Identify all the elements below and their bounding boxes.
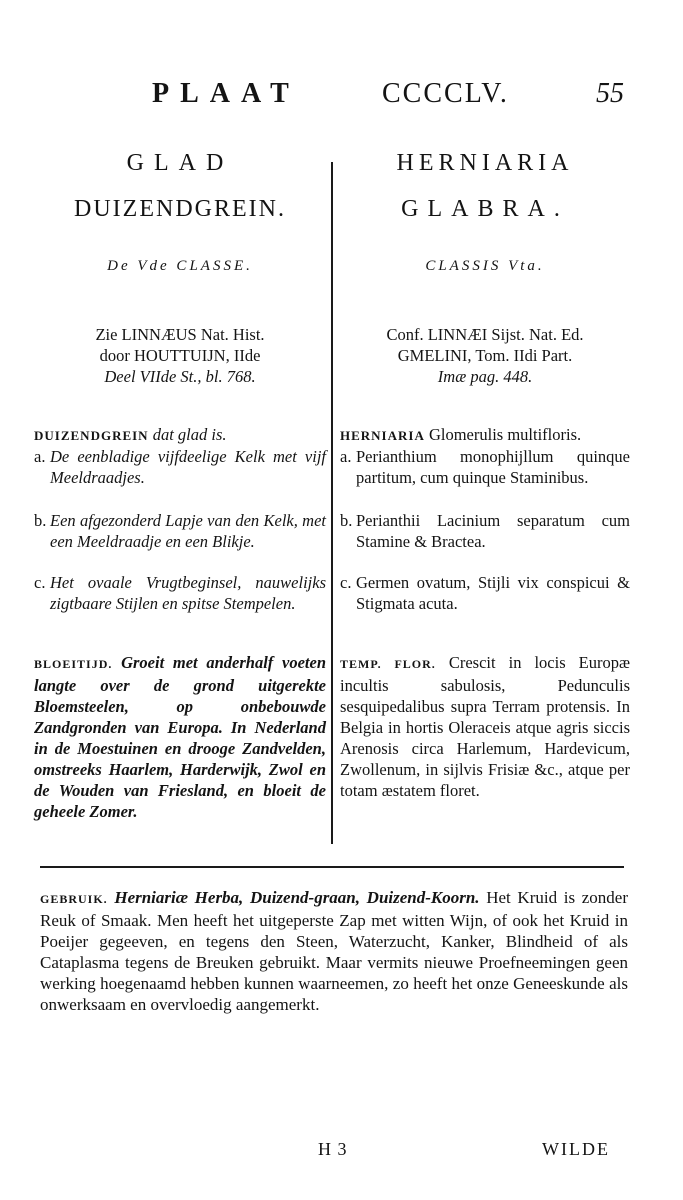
right-def-title: HERNIARIA [340,428,425,443]
left-ref-line-1: Zie LINNÆUS Nat. Hist. [95,325,265,344]
gebruik-label: GEBRUIK. [40,892,108,906]
right-definition [340,424,630,446]
left-def-text: dat glad is. [152,425,227,444]
right-ref-line-2: GMELINI, Tom. IIdi Part. [397,346,573,365]
left-item-b-label: b. [34,511,47,530]
right-temp-text: Crescit in locis Europæ incultis sabulosis, Pedunculis sesquipedalibus supra Terram protensis. In Belgia in hortis Oleraceis atque agris siccis Arenosis circa Harlemum, Hardevicum, Zwollenum, in sijlvis Frisiæ &c., atque per totam æstatem floret. [340,653,630,800]
signature-mark: H 3 [318,1139,348,1159]
left-ref-line-2: door HOUTTUIJN, IIde [99,346,261,365]
right-item-a-label: a. [340,447,352,466]
left-bloei-label: BLOEITIJD. [34,657,113,671]
left-title-1: GLAD [126,150,234,176]
right-klasse: CLASSIS Vta. [425,258,545,274]
left-item-a [34,446,326,488]
right-temp-label: TEMP. FLOR. [340,657,436,671]
right-item-b-label: b. [340,511,353,530]
left-item-b-text: Een afgezonderd Lapje van den Kelk, met een Meeldraadje en een Blikje. [50,511,326,551]
right-item-a-text: Perianthium monophijllum quinque partitum, cum quinque Staminibus. [356,447,630,487]
left-item-c-label: c. [34,573,46,592]
section-divider [40,866,624,868]
left-item-c-text: Het ovaale Vrugtbeginsel, nauwelijks zigtbaare Stijlen en spitse Stempelen. [50,573,326,613]
right-item-c-text: Germen ovatum, Stijli vix conspicui & Stigmata acuta. [356,573,630,613]
left-definition [34,424,326,446]
plate-number: CCCCLV. [382,78,509,109]
right-item-c [340,572,630,614]
left-bloei-text: Groeit met anderhalf voeten langte over de grond uitgerekte Bloemsteelen, op onbebouwde Zandgronden van Europa. In Nederland in de Moestuinen en drooge Zandvelden, omstreeks Haarlem, Harderwijk, Zwol en de Wouden van Friesland, en bloeit de geheele Zomer. [34,653,327,821]
right-ref-line-3: Imæ pag. 448. [437,367,533,386]
column-divider [331,162,333,844]
right-def-text: Glomerulis multifloris. [428,425,582,444]
right-title-2: GLABRA. [401,196,569,222]
right-item-a [340,446,630,488]
right-item-b-text: Perianthii Lacinium separatum cum Stamine & Bractea. [356,511,630,551]
right-ref-line-1: Conf. LINNÆI Sijst. Nat. Ed. [386,325,584,344]
right-item-c-label: c. [340,573,352,592]
gebruik-paragraph [40,887,628,1015]
plate-label: PLAAT [152,78,300,109]
page-number: 55 [596,78,624,109]
left-ref-line-3: Deel VIIde St., bl. 768. [104,367,256,386]
gebruik-text: Het Kruid is zonder Reuk of Smaak. Men heeft het uitgeperste Zap met witten Wijn, of ook het Kruid in Poeijer gegeeven, en tegens den Steen, Waterzucht, Kanker, Blindheid of als Cataplasma tegens de Breuken gebruikt. Maar vermits nieuwe Proefneemingen geen werking hoegenaamd hebben kunnen waarneemen, zo heeft het onze Geneeskunde als onwerksaam en overvloedig aangemerkt. [40,888,628,1014]
right-reference [340,324,630,387]
catchword: WILDE [542,1139,610,1159]
right-temp-flor [340,652,630,801]
left-title-2: DUIZENDGREIN. [74,196,286,222]
left-klasse: De Vde CLASSE. [107,258,253,274]
left-def-title: DUIZENDGREIN [34,428,149,443]
right-title-1: HERNIARIA [396,150,574,176]
left-bloeitijd [34,652,326,822]
left-item-a-label: a. [34,447,46,466]
right-item-b [340,510,630,552]
gebruik-lead: Herniariæ Herba, Duizend-graan, Duizend-Koorn. [114,888,480,907]
left-item-b [34,510,326,552]
left-item-a-text: De eenbladige vijfdeelige Kelk met vijf Meeldraadjes. [50,447,326,487]
left-item-c [34,572,326,614]
left-reference [34,324,326,387]
